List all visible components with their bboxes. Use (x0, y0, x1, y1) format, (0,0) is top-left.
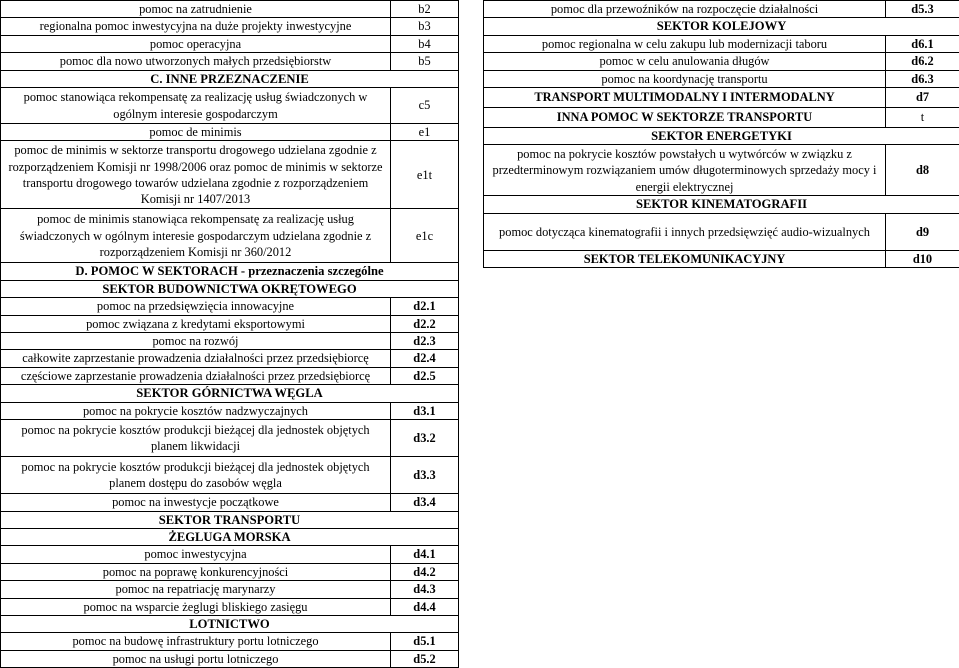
aid-purpose-label: SEKTOR TELEKOMUNIKACYJNY (484, 250, 886, 267)
aid-purpose-label: TRANSPORT MULTIMODALNY I INTERMODALNY (484, 88, 886, 108)
section-heading: C. INNE PRZEZNACZENIE (1, 70, 459, 87)
left-table-body (1, 1, 459, 668)
aid-purpose-label: pomoc inwestycyjna (1, 546, 391, 563)
aid-purpose-code: d5.2 (391, 650, 459, 667)
aid-purpose-label: pomoc na pokrycie kosztów produkcji bieżącej dla jednostek objętych planem likwidacji (1, 420, 391, 457)
aid-purpose-label: częściowe zaprzestanie prowadzenia działalności przez przedsiębiorcę (1, 367, 391, 384)
aid-purpose-label: całkowite zaprzestanie prowadzenia działalności przez przedsiębiorcę (1, 350, 391, 367)
table-row (484, 108, 959, 128)
table-row (1, 350, 459, 367)
aid-purpose-code: d4.2 (391, 563, 459, 580)
aid-purpose-label: pomoc de minimis stanowiąca rekompensatę za realizację usług świadczonych w ogólnym interesie gospodarczym udzielana zgodnie z rozporządzeniem Komisji nr 360/2012 (1, 209, 391, 263)
table-row (1, 53, 459, 70)
aid-purpose-code: d5.1 (391, 633, 459, 650)
section-row (1, 511, 459, 528)
section-heading: SEKTOR KOLEJOWY (484, 18, 959, 35)
aid-purpose-label: pomoc na zatrudnienie (1, 1, 391, 18)
table-row (484, 1, 959, 18)
section-row (1, 615, 459, 632)
table-row (1, 18, 459, 35)
aid-purpose-label: pomoc na pokrycie kosztów nadzwyczajnych (1, 402, 391, 419)
aid-purpose-code: d6.1 (886, 35, 959, 52)
table-row (1, 209, 459, 263)
aid-purpose-label: pomoc operacyjna (1, 35, 391, 52)
aid-purpose-code: d2.5 (391, 367, 459, 384)
aid-purpose-code: d6.2 (886, 53, 959, 70)
aid-purpose-label: pomoc na poprawę konkurencyjności (1, 563, 391, 580)
aid-purpose-code: b2 (391, 1, 459, 18)
aid-purpose-code: d3.4 (391, 494, 459, 511)
table-row (1, 333, 459, 350)
aid-purpose-code: e1 (391, 124, 459, 141)
table-row (1, 367, 459, 384)
aid-purpose-code: b5 (391, 53, 459, 70)
table-row (484, 250, 959, 267)
section-row (484, 128, 959, 145)
aid-purpose-code: e1t (391, 141, 459, 209)
table-row (1, 141, 459, 209)
section-heading: SEKTOR GÓRNICTWA WĘGLA (1, 385, 459, 402)
table-row (484, 145, 959, 196)
table-row (1, 546, 459, 563)
table-row (484, 88, 959, 108)
section-row (1, 280, 459, 297)
table-row (484, 70, 959, 87)
aid-purpose-code: t (886, 108, 959, 128)
left-aid-table (0, 0, 459, 668)
section-heading: SEKTOR BUDOWNICTWA OKRĘTOWEGO (1, 280, 459, 297)
aid-purpose-label: pomoc de minimis (1, 124, 391, 141)
aid-purpose-label: pomoc na wsparcie żeglugi bliskiego zasięgu (1, 598, 391, 615)
aid-purpose-label: pomoc na rozwój (1, 333, 391, 350)
aid-purpose-code: d2.4 (391, 350, 459, 367)
aid-purpose-code: d2.1 (391, 298, 459, 315)
table-row (1, 1, 459, 18)
table-row (1, 650, 459, 667)
aid-purpose-label: pomoc na pokrycie kosztów powstałych u wytwórców w związku z przedterminowym rozwiązaniem umów długoterminowych sprzedaży mocy i energii elektrycznej (484, 145, 886, 196)
aid-purpose-code: b4 (391, 35, 459, 52)
aid-purpose-code: d8 (886, 145, 959, 196)
aid-purpose-label: pomoc na usługi portu lotniczego (1, 650, 391, 667)
aid-purpose-label: pomoc dla nowo utworzonych małych przedsiębiorstw (1, 53, 391, 70)
table-row (484, 35, 959, 52)
aid-purpose-code: d9 (886, 213, 959, 250)
section-heading: ŻEGLUGA MORSKA (1, 528, 459, 545)
section-heading: D. POMOC W SEKTORACH - przeznaczenia szczególne (1, 263, 459, 280)
section-row (1, 263, 459, 280)
aid-purpose-code: d4.3 (391, 581, 459, 598)
section-row (1, 528, 459, 545)
table-row (484, 53, 959, 70)
aid-purpose-label: pomoc na repatriację marynarzy (1, 581, 391, 598)
aid-purpose-label: pomoc dla przewoźników na rozpoczęcie działalności (484, 1, 886, 18)
table-row (1, 420, 459, 457)
aid-purpose-code: b3 (391, 18, 459, 35)
aid-purpose-label: pomoc na przedsięwzięcia innowacyjne (1, 298, 391, 315)
aid-purpose-code: d4.4 (391, 598, 459, 615)
table-row (1, 563, 459, 580)
aid-purpose-code: d3.1 (391, 402, 459, 419)
aid-purpose-code: d4.1 (391, 546, 459, 563)
table-row (1, 598, 459, 615)
aid-purpose-code: d3.2 (391, 420, 459, 457)
table-row (1, 88, 459, 124)
table-row (1, 457, 459, 494)
section-row (1, 385, 459, 402)
section-heading: SEKTOR TRANSPORTU (1, 511, 459, 528)
aid-purpose-code: e1c (391, 209, 459, 263)
table-row (1, 402, 459, 419)
table-row (1, 298, 459, 315)
aid-purpose-label: pomoc związana z kredytami eksportowymi (1, 315, 391, 332)
aid-purpose-code: d2.2 (391, 315, 459, 332)
right-aid-table (483, 0, 959, 268)
section-heading: SEKTOR ENERGETYKI (484, 128, 959, 145)
table-row (1, 633, 459, 650)
right-table-body (484, 1, 959, 268)
aid-purpose-code: d3.3 (391, 457, 459, 494)
section-heading: SEKTOR KINEMATOGRAFII (484, 196, 959, 213)
aid-purpose-code: d10 (886, 250, 959, 267)
aid-purpose-label: pomoc regionalna w celu zakupu lub modernizacji taboru (484, 35, 886, 52)
table-row (1, 35, 459, 52)
section-row (484, 196, 959, 213)
section-row (1, 70, 459, 87)
aid-purpose-label: pomoc na koordynację transportu (484, 70, 886, 87)
aid-purpose-label: pomoc de minimis w sektorze transportu drogowego udzielana zgodnie z rozporządzeniem Komisji nr 1998/2006 oraz pomoc de minimis w sektorze transportu drogowego towarów udzielana zgodnie z rozporządzeniem Komisji nr 1407/2013 (1, 141, 391, 209)
table-row (1, 315, 459, 332)
aid-purpose-label: pomoc stanowiąca rekompensatę za realizację usług świadczonych w ogólnym interesie gospodarczym (1, 88, 391, 124)
section-row (484, 18, 959, 35)
aid-purpose-label: pomoc na budowę infrastruktury portu lotniczego (1, 633, 391, 650)
table-row (1, 494, 459, 511)
section-heading: LOTNICTWO (1, 615, 459, 632)
aid-purpose-code: d6.3 (886, 70, 959, 87)
aid-purpose-code: c5 (391, 88, 459, 124)
aid-purpose-label: pomoc na inwestycje początkowe (1, 494, 391, 511)
table-row (484, 213, 959, 250)
aid-purpose-label: INNA POMOC W SEKTORZE TRANSPORTU (484, 108, 886, 128)
aid-purpose-label: pomoc w celu anulowania długów (484, 53, 886, 70)
aid-purpose-label: regionalna pomoc inwestycyjna na duże projekty inwestycyjne (1, 18, 391, 35)
table-row (1, 124, 459, 141)
table-row (1, 581, 459, 598)
aid-purpose-code: d7 (886, 88, 959, 108)
aid-purpose-label: pomoc dotycząca kinematografii i innych przedsięwzięć audio-wizualnych (484, 213, 886, 250)
aid-purpose-code: d5.3 (886, 1, 959, 18)
aid-purpose-code: d2.3 (391, 333, 459, 350)
aid-purpose-label: pomoc na pokrycie kosztów produkcji bieżącej dla jednostek objętych planem dostępu do zasobów węgla (1, 457, 391, 494)
